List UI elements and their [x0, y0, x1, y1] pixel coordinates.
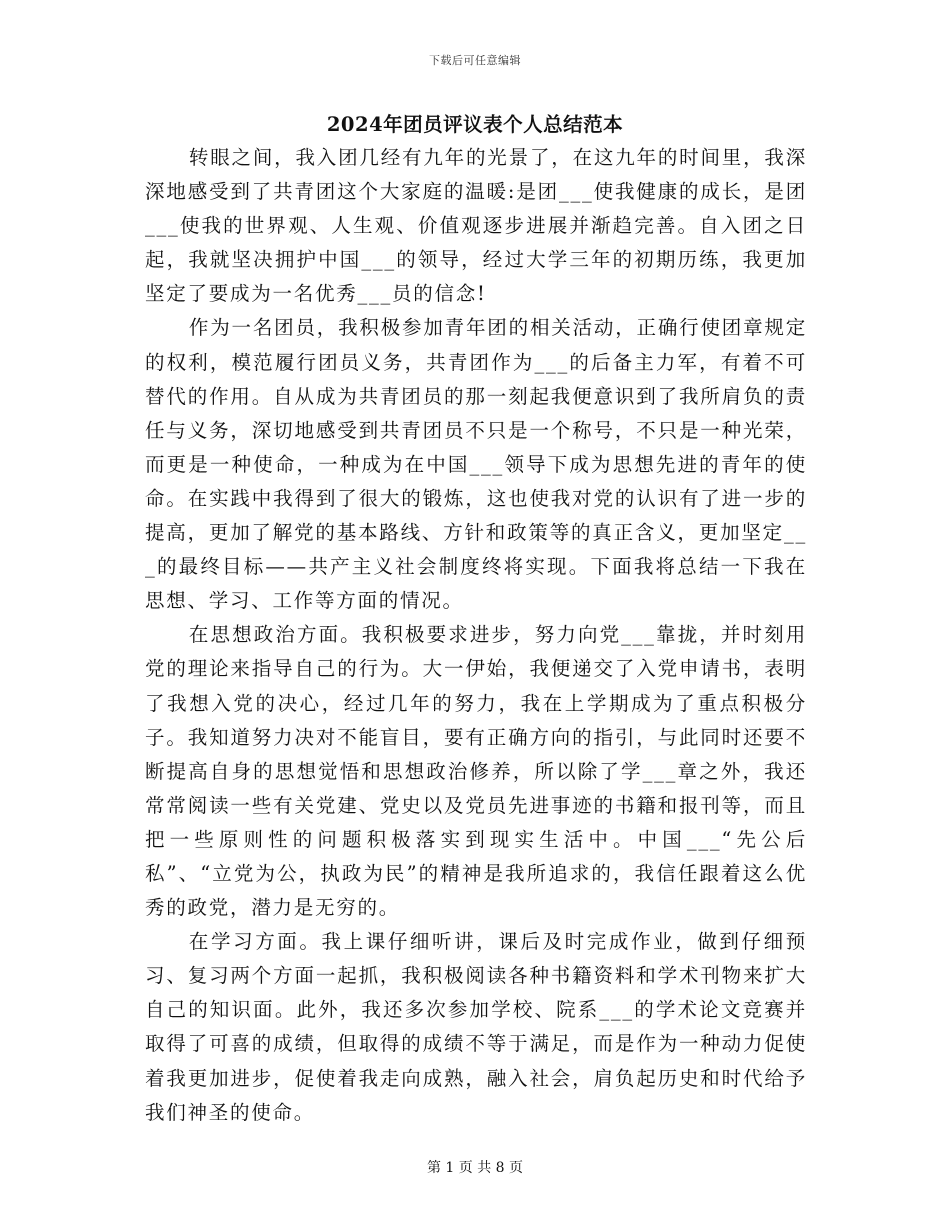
paragraph-ideology: 在思想政治方面。我积极要求进步，努力向党___靠拢，并时刻用党的理论来指导自己的行为。大一伊始，我便递交了入党申请书，表明了我想入党的决心，经过几年的努力，我在上学期成为了重点积极分子。我知道努力决对不能盲目，要有正确方向的指引，与此同时还要不断提高自身的思想觉悟和思想政治修养，所以除了学___章之外，我还常常阅读一些有关党建、党史以及党员先进事迹的书籍和报刊等，而且把一些原则性的问题积极落实到现实生活中。中国___“先公后私”、“立党为公，执政为民”的精神是我所追求的，我信任跟着这么优秀的政党，潜力是无穷的。	[145, 623, 807, 920]
document-title: 2024年团员评议表个人总结范本	[326, 113, 624, 136]
document-body	[145, 141, 807, 1130]
paragraph-league-member: 作为一名团员，我积极参加青年团的相关活动，正确行使团章规定的权利，模范履行团员义务，共青团作为___的后备主力军，有着不可替代的作用。自从成为共青团员的那一刻起我便意识到了我所肩负的责任与义务，深切地感受到共青团员不只是一个称号，不只是一种光荣，而更是一种使命，一种成为在中国___领导下成为思想先进的青年的使命。在实践中我得到了很大的锻炼，这也使我对党的认识有了进一步的提高，更加了解党的基本路线、方针和政策等的真正含义，更加坚定___的最终目标——共产主义社会制度终将实现。下面我将总结一下我在思想、学习、工作等方面的情况。	[145, 316, 807, 613]
paragraph-study: 在学习方面。我上课仔细听讲，课后及时完成作业，做到仔细预习、复习两个方面一起抓，我积极阅读各种书籍资料和学术刊物来扩大自己的知识面。此外，我还多次参加学校、院系___的学术论文竞赛并取得了可喜的成绩，但取得的成绩不等于满足，而是作为一种动力促使着我更加进步，促使着我走向成熟，融入社会，肩负起历史和时代给予我们神圣的使命。	[145, 930, 807, 1124]
header-note: 下载后可任意编辑	[429, 54, 521, 67]
page-number: 第 1 页 共 8 页	[426, 1160, 524, 1176]
paragraph-intro: 转眼之间，我入团几经有九年的光景了，在这九年的时间里，我深深地感受到了共青团这个大家庭的温暖:是团___使我健康的成长，是团___使我的世界观、人生观、价值观逐步进展并渐趋完善。自入团之日起，我就坚决拥护中国___的领导，经过大学三年的初期历练，我更加坚定了要成为一名优秀___员的信念!	[145, 146, 807, 306]
